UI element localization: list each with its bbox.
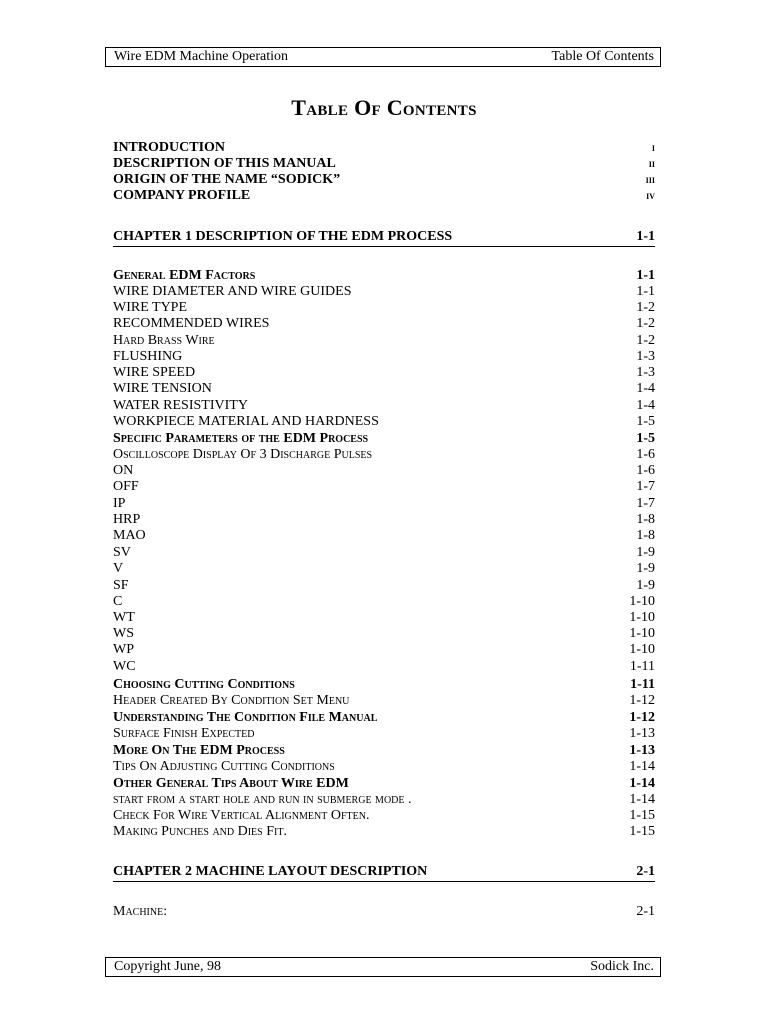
toc-chapter-2 [113,864,655,882]
toc-entry-page: 1-13 [629,743,655,758]
toc-chapter-title: CHAPTER 2 MACHINE LAYOUT DESCRIPTION [113,864,428,879]
toc-entry-page: 1-2 [636,316,655,331]
toc-entry-page: 1-10 [629,642,655,657]
toc-entry [113,381,655,397]
toc-entry-introduction [113,140,655,156]
toc-entry-title: Tips On Adjusting Cutting Conditions [113,759,335,774]
toc-entry-page: 1-8 [636,528,655,543]
toc-entry-title: Header Created By Condition Set Menu [113,693,350,708]
toc-entry [113,414,655,430]
toc-entry [113,479,655,495]
toc-entry-page: 1-5 [636,414,655,429]
toc-entry-title: Surface Finish Expected [113,726,255,741]
toc-entry-title: Specific Parameters of the EDM Process [113,431,369,446]
toc-entry-page: 1-7 [636,496,655,511]
toc-entry [113,365,655,381]
header-left-text: Wire EDM Machine Operation [114,49,288,64]
toc-entry [113,677,655,693]
toc-entry-page: 1-14 [629,776,655,791]
toc-entry-title: C [113,594,123,609]
toc-entry [113,300,655,316]
toc-entry-title: General EDM Factors [113,268,256,283]
toc-entry-page: 1-9 [636,545,655,560]
toc-entry [113,284,655,300]
toc-entry-page: 1-3 [636,349,655,364]
toc-entry [113,693,655,709]
toc-entry-page: 1-14 [629,792,655,807]
toc-entry-title: Oscilloscope Display Of 3 Discharge Pulses [113,447,373,462]
toc-entry-page: 1-4 [636,381,655,396]
toc-entry [113,268,655,284]
toc-entry-title: Understanding The Condition File Manual [113,710,378,725]
toc-entry-page: 1-15 [629,808,655,823]
toc-entry-page: 1-9 [636,578,655,593]
toc-entry-page: iii [645,174,655,186]
toc-entry-title: MAO [113,528,146,543]
toc-chapter-page: 1-1 [636,229,655,244]
toc-entry-company-profile [113,188,655,204]
toc-entry-page: 1-14 [629,759,655,774]
toc-entry [113,431,655,447]
toc-entry-page: 1-3 [636,365,655,380]
toc-entry-page: 1-5 [636,431,655,446]
toc-entry-title: WS [113,626,134,641]
toc-entry-page: i [651,142,655,154]
toc-entry-page: 1-1 [636,284,655,299]
toc-entry-page: 1-9 [636,561,655,576]
toc-chapter-title: CHAPTER 1 DESCRIPTION OF THE EDM PROCESS [113,229,453,244]
toc-entry-page: 1-4 [636,398,655,413]
toc-entry-title: WIRE TENSION [113,381,212,396]
toc-entry-title: Other General Tips About Wire EDM [113,776,349,791]
toc-entry [113,904,655,920]
toc-entry-title: WC [113,659,136,674]
toc-entry-title: ORIGIN OF THE NAME “SODICK” [113,172,341,187]
toc-entry [113,710,655,726]
toc-entry [113,528,655,544]
toc-entry-page: 1-2 [636,300,655,315]
toc-entry-origin [113,172,655,188]
toc-entry-title: COMPANY PROFILE [113,188,251,203]
toc-entry [113,594,655,610]
toc-entry-title: ON [113,463,134,478]
toc-entry-title: HRP [113,512,141,527]
toc-entry [113,316,655,332]
toc-entry-title: WP [113,642,134,657]
footer-left-text: Copyright June, 98 [114,959,221,974]
toc-entry [113,792,655,808]
toc-entry [113,626,655,642]
toc-entry-title: FLUSHING [113,349,183,364]
toc-entry-title: DESCRIPTION OF THIS MANUAL [113,156,336,171]
page-title: Table Of Contents [291,95,477,120]
toc-entry [113,824,655,840]
toc-entry-page: 1-11 [629,659,655,674]
toc-entry-page: 1-10 [629,594,655,609]
toc-entry-title: WIRE TYPE [113,300,188,315]
toc-entry-page: 1-13 [629,726,655,741]
toc-entry-title: V [113,561,124,576]
toc-entry-page: ii [648,158,655,170]
toc-entry-page: 1-1 [636,268,655,283]
footer-right-text: Sodick Inc. [590,959,654,974]
toc-entry-title: OFF [113,479,139,494]
toc-entry-page: 1-8 [636,512,655,527]
toc-entry-page: 1-2 [636,333,655,348]
toc-entry-page: 1-6 [636,447,655,462]
toc-entry-page: 1-15 [629,824,655,839]
toc-entry [113,610,655,626]
toc-entry [113,561,655,577]
toc-entry-title: Making Punches and Dies Fit. [113,824,287,839]
toc-entry-title: Machine: [113,904,168,919]
toc-entry-title: SV [113,545,131,560]
toc-entry-title: RECOMMENDED WIRES [113,316,270,331]
header-right-text: Table Of Contents [551,49,654,64]
toc-chapter-page: 2-1 [636,864,655,879]
toc-entry [113,349,655,365]
toc-entry [113,447,655,463]
toc-entry [113,512,655,528]
toc-entry-page: 1-11 [630,677,655,692]
toc-entry [113,808,655,824]
toc-entry-title: SF [113,578,129,593]
toc-entry-title: start from a start hole and run in submerge mode . [113,792,412,807]
toc-entry-title: Hard Brass Wire [113,333,215,348]
toc-entry-page: 1-12 [629,693,655,708]
toc-entry [113,659,655,675]
toc-entry [113,496,655,512]
toc-entry-page: 1-10 [629,626,655,641]
toc-entry [113,463,655,479]
toc-entry [113,743,655,759]
toc-entry [113,726,655,742]
toc-entry [113,776,655,792]
toc-entry-title: INTRODUCTION [113,140,226,155]
toc-entry-title: IP [113,496,126,511]
toc-entry-title: WORKPIECE MATERIAL AND HARDNESS [113,414,379,429]
toc-entry-page: iv [646,190,655,202]
toc-entry-title: WIRE SPEED [113,365,196,380]
toc-entry [113,333,655,349]
toc-entry-description [113,156,655,172]
toc-chapter-1 [113,229,655,247]
toc-entry [113,398,655,414]
toc-entry-title: More On The EDM Process [113,743,285,758]
toc-entry [113,642,655,658]
toc-entry-page: 1-12 [629,710,655,725]
toc-entry-title: WATER RESISTIVITY [113,398,248,413]
toc-entry [113,759,655,775]
toc-entry-title: Choosing Cutting Conditions [113,677,295,692]
toc-entry [113,578,655,594]
toc-entry [113,545,655,561]
toc-entry-page: 1-7 [636,479,655,494]
toc-entry-title: Check For Wire Vertical Alignment Often. [113,808,370,823]
toc-entry-title: WIRE DIAMETER AND WIRE GUIDES [113,284,352,299]
toc-entry-page: 1-10 [629,610,655,625]
page-footer [105,957,661,977]
toc-entry-page: 2-1 [636,904,655,919]
toc-entry-page: 1-6 [636,463,655,478]
toc-entry-title: WT [113,610,135,625]
page-header [105,47,661,67]
